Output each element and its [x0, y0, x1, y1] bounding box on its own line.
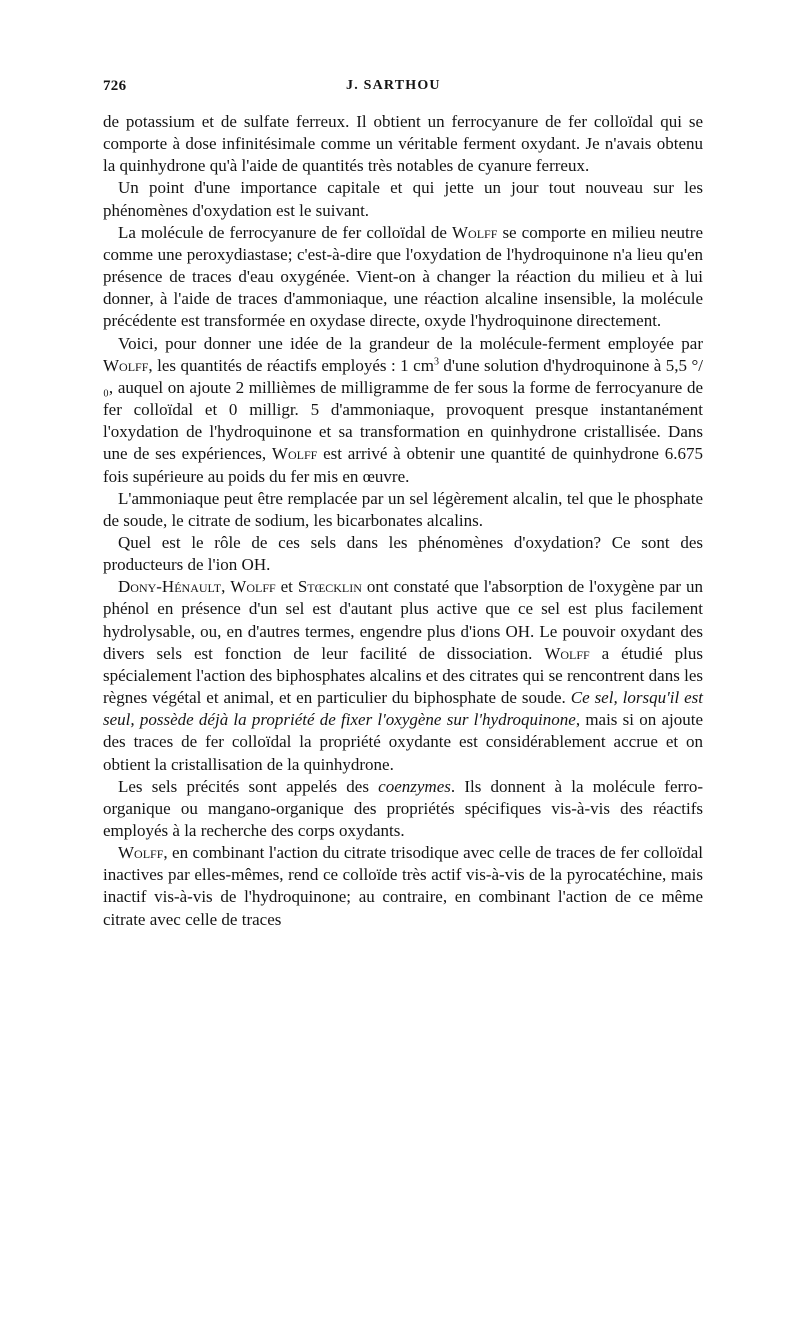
page-header: [103, 78, 703, 100]
author-name: Stœcklin: [297, 577, 362, 597]
text-run: Les sels précités sont appelés des: [118, 776, 379, 796]
superscript: 3: [433, 356, 439, 368]
paragraph: [103, 222, 703, 333]
text-run: ont constaté que l'absorption de l'oxygène par un phénol en présence d'un sel est d'autant plus active que ce sel est plus facilement hydrolysable, ou, en d'autres termes, engendre plus d'ions OH. Le pouvoir oxydant des divers sels est fonction de leur facilité de dissociation.: [103, 577, 703, 663]
paragraph: [103, 776, 703, 842]
paragraph: [103, 576, 703, 775]
text-run: La molécule de ferrocyanure de fer colloïdal de: [118, 222, 452, 242]
author-name: Wolff: [230, 577, 276, 597]
paragraph: [103, 532, 703, 576]
text-run: , en combinant l'action du citrate trisodique avec celle de traces de fer colloïdal inactives par elles-mêmes, rend ce colloïde très actif vis-à-vis de la pyrocatéchine, mais inactif vis-à-vis de l'hydroquinone; au contraire, en combinant l'action de ce même citrate avec celle de traces: [103, 843, 703, 929]
author-name: Wolff: [118, 843, 164, 863]
text-run: , les quantités de réactifs employés : 1 cm: [148, 355, 434, 375]
text-run: , mais si on ajoute des traces de fer colloïdal la propriété oxydante est considérablement accrue et on obtient la cristallisation de la quinhydrone.: [103, 710, 703, 774]
text-run: . Ils donnent à la molécule ferro-organique ou mangano-organique des propriétés spécifiques vis-à-vis des réactifs employés à la recherche des corps oxydants.: [103, 776, 703, 840]
paragraph: [103, 333, 703, 488]
text-run: Un point d'une importance capitale et qui jette un jour tout nouveau sur les phénomènes d'oxydation est le suivant.: [103, 178, 703, 220]
text-run: d'une solution d'hydroquinone à 5,5 °/₀, auquel on ajoute 2 millièmes de milligramme de fer sous la forme de ferrocyanure de fer colloïdal et 0 milligr. 5 d'ammoniaque, provoquent presque instantanément l'oxydation de l'hydroquinone et sa transformation en quinhydrone cristallisée. Dans une de ses expériences,: [103, 355, 703, 464]
author-name: Wolff: [103, 355, 149, 375]
text-run: Voici, pour donner une idée de la grandeur de la molécule-ferment employée par: [118, 333, 703, 353]
author-name: Wolff: [271, 444, 318, 464]
text-run: Quel est le rôle de ces sels dans les phénomènes d'oxydation? Ce sont des producteurs de l'ion OH.: [103, 532, 703, 575]
paragraph: [103, 177, 703, 221]
page-number: 726: [103, 78, 127, 94]
paragraph: [103, 488, 703, 532]
text-run: et: [275, 577, 298, 597]
text-run: de potassium et de sulfate ferreux. Il obtient un ferrocyanure de fer colloïdal qui se comporte à dose infinitésimale comme un véritable ferment oxydant. Je n'avais obtenu la quinhydrone qu'à l'aide de quantités très notables de cyanure ferreux.: [103, 112, 703, 176]
text-run: L'ammoniaque peut être remplacée par un sel légèrement alcalin, tel que le phosphate de soude, le citrate de sodium, les bicarbonates alcalins.: [103, 488, 703, 530]
italic-text: coenzymes: [378, 776, 451, 796]
text-run: est arrivé à obtenir une quantité de quinhydrone 6.675 fois supérieure au poids du fer mis en œuvre.: [103, 444, 703, 486]
body-text: [103, 111, 703, 931]
running-head: J. SARTHOU: [346, 78, 441, 93]
text-run: se comporte en milieu neutre comme une peroxydiastase; c'est-à-dire que l'oxydation de l'hydroquinone n'a lieu qu'en présence de traces d'eau oxygénée. Vient-on à changer la réaction du milieu et à lui donner, à l'aide de traces d'ammoniaque, une réaction alcaline insensible, la molécule précédente est transformée en oxydase directe, oxyde l'hydroquinone directement.: [103, 222, 703, 331]
author-name: Wolff: [452, 222, 498, 242]
paragraph: [103, 842, 703, 931]
text-run: ,: [221, 577, 231, 597]
author-name: Wolff: [544, 643, 590, 663]
author-name: Dony-Hénault: [118, 577, 222, 597]
italic-text: Ce sel, lorsqu'il est seul, possède déjà la propriété de fixer l'oxygène sur l'hydroquinone: [103, 688, 703, 730]
text-run: a étudié plus spécialement l'action des biphosphates alcalins et des citrates qui se rencontrent dans les règnes végétal et animal, et en particulier du biphosphate de soude.: [103, 643, 703, 708]
paragraph: [103, 111, 703, 177]
